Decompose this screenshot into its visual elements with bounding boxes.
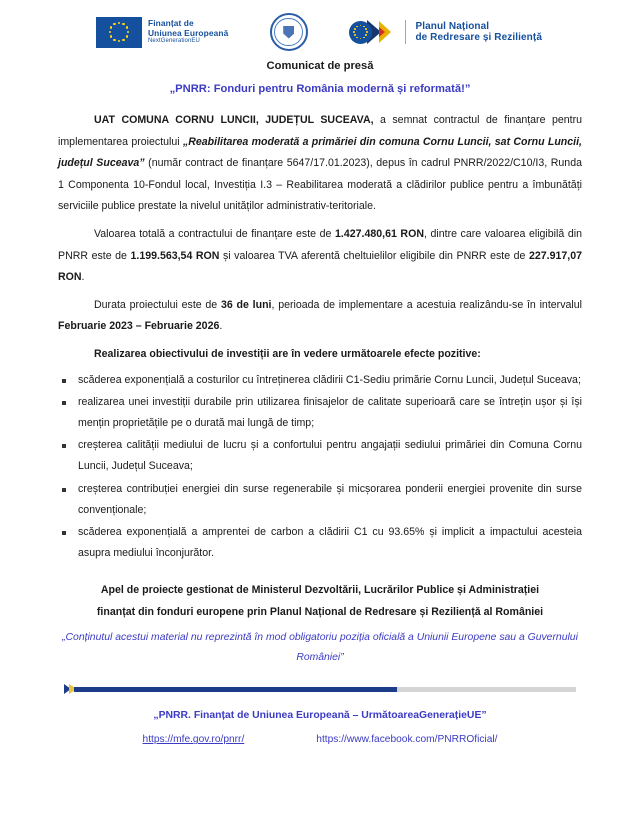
effects-list-item: scăderea exponențială a amprentei de carbon a clădirii C1 cu 93.65% și implicit a impactului acesteia asupra mediului înconjurător.: [58, 522, 582, 564]
mfe-website-link[interactable]: https://mfe.gov.ro/pnrr/: [142, 734, 245, 746]
decorative-divider: [58, 682, 582, 696]
effects-intro-text: Realizarea obiectivului de investiții are în vedere următoarele efecte pozitive:: [94, 348, 481, 361]
page-title: Comunicat de presă: [266, 60, 374, 72]
eu-logo-line1: Finanțat de: [148, 18, 194, 29]
eu-logo-line2: Uniunea Europeană: [148, 27, 229, 38]
paragraph-3-text-1: Durata proiectului este de: [94, 298, 221, 311]
eu-funding-logo: [96, 17, 228, 48]
pnrr-logo-icon: [349, 19, 399, 45]
vat-value: 227.917,07 RON: [58, 249, 583, 284]
paragraph-1-text-2: (număr contract de finanțare 5647/17.01.2023), depus în cadrul PNRR/2022/C10/I3, Runda 1 Componenta 10-Fondul local, Investiția I.3 – Reabilitarea moderată a clădirilor publice pentru a îmbunătăți serviciile publice prestate la nivelul unităților administrativ-teritoriale.: [58, 157, 582, 213]
duration-value: 36 de luni: [220, 298, 272, 311]
divider-blue-bar: [74, 687, 397, 692]
total-value: 1.427.480,61 RON: [335, 228, 424, 241]
footer-slogan: „PNRR. Finanțat de Uniunea Europeană – UrmătoareaGenerațieUE”: [153, 710, 487, 722]
disclaimer-text: „Conținutul acestui material nu reprezintă în mod obligatoriu poziția oficială a Uniunii Europene sau a Guvernului României”: [62, 631, 578, 664]
closing-line-1: Apel de proiecte gestionat de Ministerul Dezvoltării, Lucrărilor Publice și Administrației: [100, 584, 540, 597]
eligible-value: 1.199.563,54 RON: [130, 249, 220, 262]
pnrr-logo-text: [415, 21, 542, 44]
paragraph-project-intro: [58, 110, 582, 218]
pnrr-divider-rule: [405, 20, 406, 44]
logo-header-band: [58, 10, 582, 52]
pnrr-logo-line2: de Redresare și Reziliență: [415, 32, 542, 43]
paragraph-1-text-1: a semnat contractul de finanțare pentru implementarea proiectului: [58, 114, 582, 148]
eu-flag-icon: [96, 17, 142, 48]
paragraph-3-text-2: , perioada de implementare a acestuia realizându-se în intervalul: [271, 298, 582, 311]
paragraph-contract-value: [58, 224, 582, 289]
effects-list-intro: [58, 344, 582, 366]
pnrr-flag-triangle-icon: [379, 21, 391, 43]
effects-list-item: creșterea calității mediului de lucru și a confortului pentru angajații sediului primăriei din Comuna Cornu Luncii, Județul Suceava;: [58, 435, 582, 477]
effects-list-item: realizarea unei investiții durabile prin utilizarea finisajelor de calitate superioară care se întrețin ușor și își mențin proprietățile pe o durată mai lungă de timp;: [58, 392, 582, 434]
eu-logo-text: [148, 19, 228, 45]
beneficiary-name: UAT COMUNA CORNU LUNCII, JUDEȚUL SUCEAVA,: [94, 114, 374, 126]
paragraph-2-text-1: Valoarea totală a contractului de finanțare este de: [94, 228, 335, 241]
pnrr-eu-circle-icon: [349, 21, 372, 44]
pnrr-logo-line1: Planul Național: [415, 20, 490, 32]
romania-government-seal-icon: [270, 13, 308, 51]
effects-list: [58, 370, 582, 565]
effects-list-item: creșterea contribuției energiei din surse regenerabile și micșorarea ponderii energiei provenite din surse convenționale;: [58, 479, 582, 521]
seal-ring: [272, 15, 306, 49]
project-title: „Reabilitarea moderată a primăriei din comuna Cornu Luncii, sat Cornu Luncii, județul Suceava”: [58, 135, 583, 170]
document-body: [58, 110, 582, 564]
effects-list-item: scăderea exponențială a costurilor cu întreținerea clădirii C1-Sediu primărie Cornu Luncii, Județul Suceava;: [58, 370, 582, 391]
implementation-interval: Februarie 2023 – Februarie 2026: [58, 320, 220, 333]
closing-block: [58, 580, 582, 622]
paragraph-2-text-4: .: [81, 271, 85, 284]
closing-line-2: finanțat din fonduri europene prin Planul Național de Redresare și Reziliență al României: [96, 605, 544, 618]
facebook-page-link[interactable]: https://www.facebook.com/PNRROficial/: [316, 734, 498, 746]
eu-logo-line3: NextGenerationEU: [148, 38, 200, 45]
paragraph-duration: [58, 295, 582, 338]
page-subtitle: „PNRR: Fonduri pentru România modernă și reformată!”: [169, 83, 471, 95]
footer-links: [58, 734, 582, 745]
paragraph-2-text-3: și valoarea TVA aferentă cheltuielilor eligibile din PNRR este de: [219, 249, 529, 262]
pnrr-logo: [349, 19, 542, 45]
paragraph-2-text-2: , dintre care valoarea eligibilă din PNRR este de: [58, 228, 582, 262]
paragraph-3-text-3: .: [219, 320, 223, 333]
divider-grey-bar: [397, 687, 576, 692]
